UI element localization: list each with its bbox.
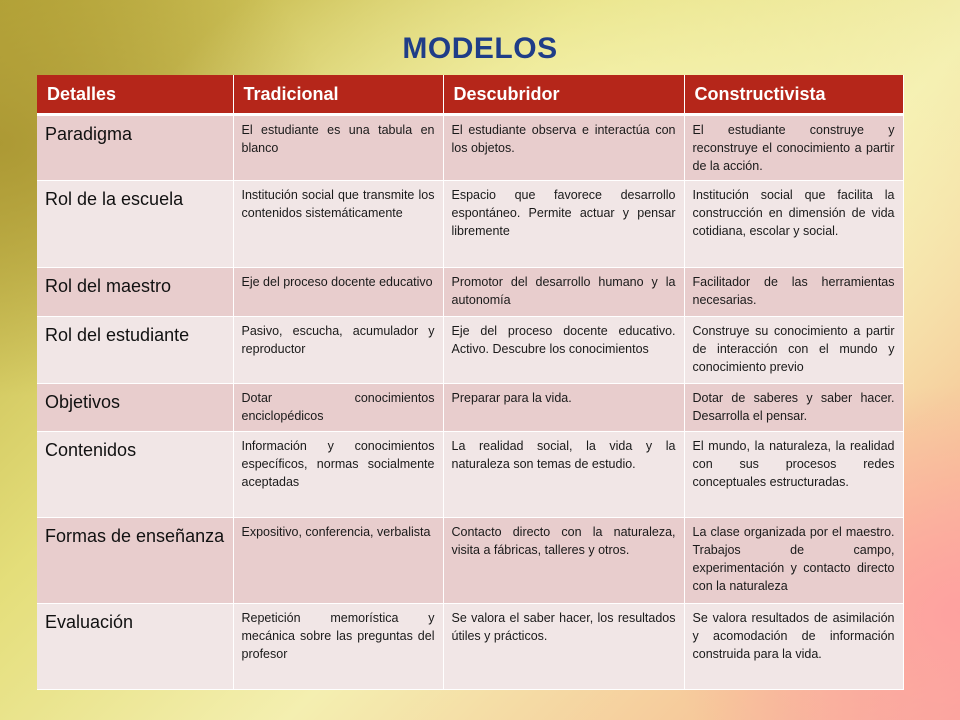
cell-tradicional: Pasivo, escucha, acumulador y reproductor (233, 317, 443, 384)
cell-constructivista: Construye su conocimiento a partir de interacción con el mundo y conocimiento previo (684, 317, 903, 384)
cell-constructivista: Dotar de saberes y saber hacer. Desarrolla el pensar. (684, 384, 903, 432)
header-descubridor: Descubridor (443, 75, 684, 115)
cell-tradicional: El estudiante es una tabula en blanco (233, 115, 443, 181)
cell-tradicional: Eje del proceso docente educativo (233, 268, 443, 317)
slide-title: MODELOS (402, 32, 558, 65)
table-row (37, 268, 903, 317)
cell-descubridor: Espacio que favorece desarrollo espontáneo. Permite actuar y pensar libremente (443, 181, 684, 268)
cell-constructivista: El estudiante construye y reconstruye el conocimiento a partir de la acción. (684, 115, 903, 181)
cell-tradicional: Expositivo, conferencia, verbalista (233, 518, 443, 604)
row-label: Evaluación (37, 604, 233, 690)
cell-tradicional: Dotar conocimientos enciclopédicos (233, 384, 443, 432)
table-row (37, 432, 903, 518)
cell-constructivista: Facilitador de las herramientas necesarias. (684, 268, 903, 317)
row-label: Rol del estudiante (37, 317, 233, 384)
cell-descubridor: Promotor del desarrollo humano y la autonomía (443, 268, 684, 317)
row-label: Rol de la escuela (37, 181, 233, 268)
table-row (37, 181, 903, 268)
row-label: Rol del maestro (37, 268, 233, 317)
row-label: Paradigma (37, 115, 233, 181)
row-label: Objetivos (37, 384, 233, 432)
cell-descubridor: Preparar para la vida. (443, 384, 684, 432)
cell-constructivista: La clase organizada por el maestro. Trabajos de campo, experimentación y contacto directo con la naturaleza (684, 518, 903, 604)
row-label: Contenidos (37, 432, 233, 518)
cell-tradicional: Información y conocimientos específicos, normas socialmente aceptadas (233, 432, 443, 518)
header-tradicional: Tradicional (233, 75, 443, 115)
table-header-row (37, 75, 903, 115)
cell-constructivista: Se valora resultados de asimilación y acomodación de información construida para la vida. (684, 604, 903, 690)
header-constructivista: Constructivista (684, 75, 903, 115)
table-row (37, 384, 903, 432)
cell-tradicional: Repetición memorística y mecánica sobre las preguntas del profesor (233, 604, 443, 690)
cell-descubridor: El estudiante observa e interactúa con los objetos. (443, 115, 684, 181)
cell-descubridor: La realidad social, la vida y la naturaleza son temas de estudio. (443, 432, 684, 518)
models-table (37, 75, 904, 690)
cell-constructivista: El mundo, la naturaleza, la realidad con sus procesos redes conceptuales estructuradas. (684, 432, 903, 518)
header-detalles: Detalles (37, 75, 233, 115)
cell-constructivista: Institución social que facilita la construcción en dimensión de vida cotidiana, escolar y social. (684, 181, 903, 268)
table-row (37, 115, 903, 181)
row-label: Formas de enseñanza (37, 518, 233, 604)
table-row (37, 317, 903, 384)
cell-descubridor: Eje del proceso docente educativo. Activo. Descubre los conocimientos (443, 317, 684, 384)
cell-descubridor: Contacto directo con la naturaleza, visita a fábricas, talleres y otros. (443, 518, 684, 604)
cell-tradicional: Institución social que transmite los contenidos sistemáticamente (233, 181, 443, 268)
cell-descubridor: Se valora el saber hacer, los resultados útiles y prácticos. (443, 604, 684, 690)
table-row (37, 518, 903, 604)
table-row (37, 604, 903, 690)
